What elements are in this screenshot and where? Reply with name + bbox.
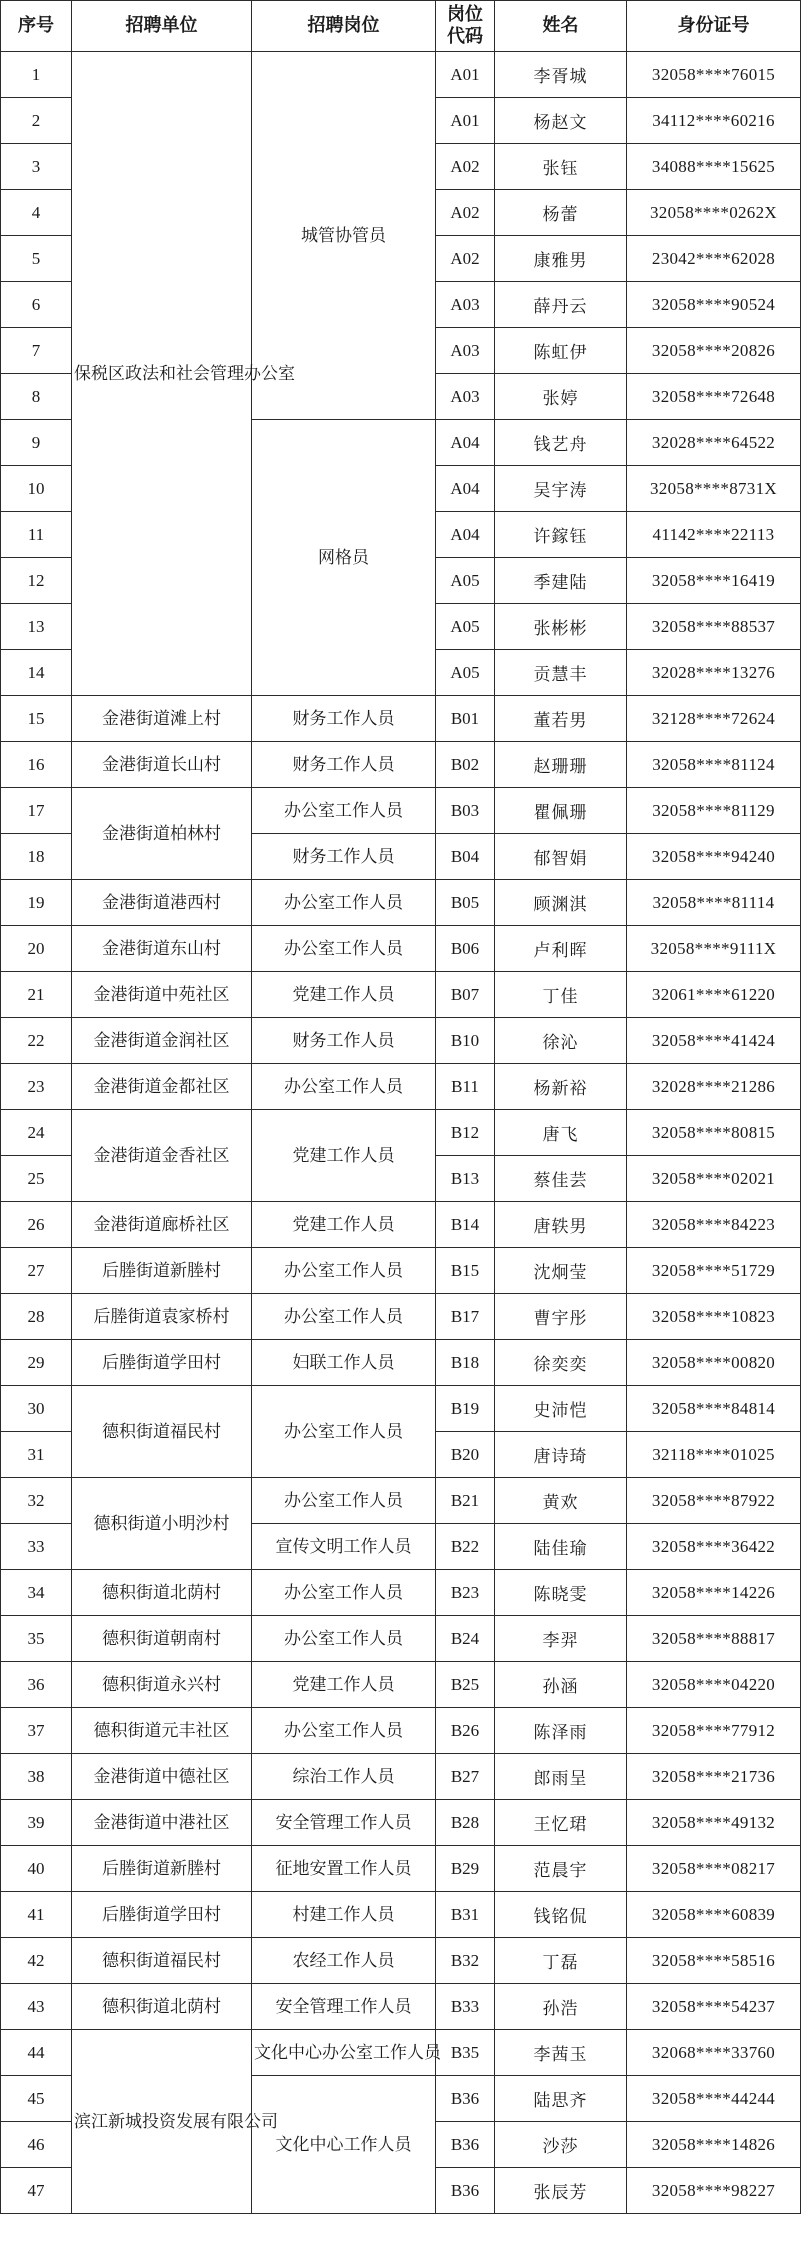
row-code: B31 [436, 1892, 495, 1938]
row-name: 徐奕奕 [495, 1340, 627, 1386]
row-name: 薛丹云 [495, 282, 627, 328]
row-name: 吴宇涛 [495, 466, 627, 512]
row-seq: 14 [1, 650, 72, 696]
row-id: 32058****10823 [627, 1294, 801, 1340]
row-code: A02 [436, 236, 495, 282]
row-seq: 22 [1, 1018, 72, 1064]
row-code: B12 [436, 1110, 495, 1156]
row-name: 蔡佳芸 [495, 1156, 627, 1202]
row-seq: 41 [1, 1892, 72, 1938]
row-position: 财务工作人员 [252, 834, 436, 880]
row-id: 32058****84223 [627, 1202, 801, 1248]
row-unit: 金港街道滩上村 [72, 696, 252, 742]
row-name: 沙莎 [495, 2122, 627, 2168]
row-seq: 33 [1, 1524, 72, 1570]
row-seq: 44 [1, 2030, 72, 2076]
table-row [1, 52, 801, 98]
row-unit: 金港街道东山村 [72, 926, 252, 972]
row-position: 办公室工作人员 [252, 788, 436, 834]
row-id: 32058****20826 [627, 328, 801, 374]
row-position: 宣传文明工作人员 [252, 1524, 436, 1570]
row-unit: 后塍街道学田村 [72, 1892, 252, 1938]
row-position: 城管协管员 [252, 52, 436, 420]
row-seq: 40 [1, 1846, 72, 1892]
row-id: 32028****64522 [627, 420, 801, 466]
row-code: B28 [436, 1800, 495, 1846]
row-name: 郎雨呈 [495, 1754, 627, 1800]
row-seq: 35 [1, 1616, 72, 1662]
row-code: B10 [436, 1018, 495, 1064]
row-name: 杨赵文 [495, 98, 627, 144]
row-position: 网格员 [252, 420, 436, 696]
row-code: B05 [436, 880, 495, 926]
row-id: 32058****98227 [627, 2168, 801, 2214]
row-id: 32058****36422 [627, 1524, 801, 1570]
row-unit: 金港街道中港社区 [72, 1800, 252, 1846]
row-code: B25 [436, 1662, 495, 1708]
table-row [1, 972, 801, 1018]
row-position: 妇联工作人员 [252, 1340, 436, 1386]
row-position: 财务工作人员 [252, 1018, 436, 1064]
row-name: 唐轶男 [495, 1202, 627, 1248]
row-code: A05 [436, 604, 495, 650]
row-unit: 后塍街道新塍村 [72, 1248, 252, 1294]
row-code: B36 [436, 2168, 495, 2214]
row-code: B11 [436, 1064, 495, 1110]
table-row [1, 788, 801, 834]
row-code: B21 [436, 1478, 495, 1524]
row-seq: 5 [1, 236, 72, 282]
row-id: 32058****88817 [627, 1616, 801, 1662]
row-id: 32058****80815 [627, 1110, 801, 1156]
header-position: 招聘岗位 [252, 1, 436, 52]
row-code: B06 [436, 926, 495, 972]
row-seq: 18 [1, 834, 72, 880]
row-code: A05 [436, 558, 495, 604]
table-row [1, 1018, 801, 1064]
row-code: B07 [436, 972, 495, 1018]
row-code: B23 [436, 1570, 495, 1616]
row-code: B27 [436, 1754, 495, 1800]
row-name: 王忆珺 [495, 1800, 627, 1846]
row-id: 41142****22113 [627, 512, 801, 558]
row-name: 张钰 [495, 144, 627, 190]
table-row [1, 1248, 801, 1294]
row-code: A04 [436, 420, 495, 466]
table-row [1, 2030, 801, 2076]
table-row [1, 1984, 801, 2030]
row-name: 季建陆 [495, 558, 627, 604]
row-unit: 德积街道永兴村 [72, 1662, 252, 1708]
row-seq: 24 [1, 1110, 72, 1156]
row-id: 32058****49132 [627, 1800, 801, 1846]
row-name: 钱艺舟 [495, 420, 627, 466]
row-code: A01 [436, 52, 495, 98]
row-code: A02 [436, 144, 495, 190]
header-row [1, 1, 801, 52]
row-id: 32128****72624 [627, 696, 801, 742]
row-seq: 29 [1, 1340, 72, 1386]
row-position: 办公室工作人员 [252, 1248, 436, 1294]
row-position: 党建工作人员 [252, 972, 436, 1018]
row-unit: 德积街道小明沙村 [72, 1478, 252, 1570]
table-row [1, 1892, 801, 1938]
row-code: B02 [436, 742, 495, 788]
row-id: 32058****76015 [627, 52, 801, 98]
row-seq: 19 [1, 880, 72, 926]
table-row [1, 742, 801, 788]
header-name: 姓名 [495, 1, 627, 52]
row-code: B04 [436, 834, 495, 880]
row-unit: 金港街道港西村 [72, 880, 252, 926]
row-name: 张彬彬 [495, 604, 627, 650]
row-position: 财务工作人员 [252, 742, 436, 788]
row-name: 顾渊淇 [495, 880, 627, 926]
row-id: 32058****8731X [627, 466, 801, 512]
row-id: 32058****81129 [627, 788, 801, 834]
table-row [1, 1754, 801, 1800]
row-name: 李羿 [495, 1616, 627, 1662]
row-id: 32058****44244 [627, 2076, 801, 2122]
row-id: 32058****60839 [627, 1892, 801, 1938]
row-name: 郁智娟 [495, 834, 627, 880]
row-id: 32028****21286 [627, 1064, 801, 1110]
row-unit: 德积街道北荫村 [72, 1984, 252, 2030]
row-code: B29 [436, 1846, 495, 1892]
row-code: A03 [436, 282, 495, 328]
row-position: 党建工作人员 [252, 1662, 436, 1708]
table-row [1, 926, 801, 972]
row-position: 办公室工作人员 [252, 1570, 436, 1616]
row-id: 32061****61220 [627, 972, 801, 1018]
row-seq: 37 [1, 1708, 72, 1754]
row-id: 32058****90524 [627, 282, 801, 328]
row-id: 23042****62028 [627, 236, 801, 282]
row-id: 32058****77912 [627, 1708, 801, 1754]
row-position: 文化中心工作人员 [252, 2076, 436, 2214]
header-code [436, 1, 495, 52]
row-seq: 42 [1, 1938, 72, 1984]
row-id: 32058****87922 [627, 1478, 801, 1524]
row-name: 徐沁 [495, 1018, 627, 1064]
row-id: 32058****81114 [627, 880, 801, 926]
row-position: 财务工作人员 [252, 696, 436, 742]
row-position: 综治工作人员 [252, 1754, 436, 1800]
row-name: 李胥城 [495, 52, 627, 98]
row-code: A05 [436, 650, 495, 696]
row-position: 党建工作人员 [252, 1110, 436, 1202]
row-seq: 4 [1, 190, 72, 236]
table-row [1, 1800, 801, 1846]
row-name: 丁磊 [495, 1938, 627, 1984]
row-code: A01 [436, 98, 495, 144]
row-code: B15 [436, 1248, 495, 1294]
table-row [1, 1616, 801, 1662]
row-code: B20 [436, 1432, 495, 1478]
row-id: 32058****0262X [627, 190, 801, 236]
row-name: 张辰芳 [495, 2168, 627, 2214]
row-code: B36 [436, 2076, 495, 2122]
row-unit: 德积街道朝南村 [72, 1616, 252, 1662]
row-seq: 39 [1, 1800, 72, 1846]
row-position: 征地安置工作人员 [252, 1846, 436, 1892]
row-code: B18 [436, 1340, 495, 1386]
table-row [1, 1110, 801, 1156]
table-row [1, 1708, 801, 1754]
row-name: 黄欢 [495, 1478, 627, 1524]
row-position: 党建工作人员 [252, 1202, 436, 1248]
row-id: 32058****58516 [627, 1938, 801, 1984]
row-code: B24 [436, 1616, 495, 1662]
row-name: 唐飞 [495, 1110, 627, 1156]
row-seq: 45 [1, 2076, 72, 2122]
row-id: 32058****02021 [627, 1156, 801, 1202]
row-seq: 1 [1, 52, 72, 98]
row-unit: 金港街道中苑社区 [72, 972, 252, 1018]
row-seq: 30 [1, 1386, 72, 1432]
row-id: 32058****51729 [627, 1248, 801, 1294]
row-seq: 23 [1, 1064, 72, 1110]
table-row [1, 1570, 801, 1616]
row-seq: 12 [1, 558, 72, 604]
row-unit: 金港街道廊桥社区 [72, 1202, 252, 1248]
table-row [1, 696, 801, 742]
row-unit: 金港街道金润社区 [72, 1018, 252, 1064]
row-id: 32058****84814 [627, 1386, 801, 1432]
table-row [1, 1064, 801, 1110]
row-unit: 德积街道元丰社区 [72, 1708, 252, 1754]
table-row [1, 1386, 801, 1432]
row-id: 32028****13276 [627, 650, 801, 696]
row-position: 办公室工作人员 [252, 926, 436, 972]
row-unit: 德积街道北荫村 [72, 1570, 252, 1616]
row-unit: 德积街道福民村 [72, 1386, 252, 1478]
row-position: 安全管理工作人员 [252, 1800, 436, 1846]
row-name: 陈晓雯 [495, 1570, 627, 1616]
row-position: 办公室工作人员 [252, 1708, 436, 1754]
row-unit: 后塍街道新塍村 [72, 1846, 252, 1892]
table-row [1, 1662, 801, 1708]
table-body [1, 52, 801, 2214]
row-name: 沈炯莹 [495, 1248, 627, 1294]
row-position: 办公室工作人员 [252, 1064, 436, 1110]
row-seq: 17 [1, 788, 72, 834]
header-unit: 招聘单位 [72, 1, 252, 52]
row-name: 贡慧丰 [495, 650, 627, 696]
row-seq: 21 [1, 972, 72, 1018]
row-id: 32068****33760 [627, 2030, 801, 2076]
row-name: 陆思齐 [495, 2076, 627, 2122]
row-seq: 15 [1, 696, 72, 742]
row-seq: 8 [1, 374, 72, 420]
row-unit: 金港街道长山村 [72, 742, 252, 788]
row-seq: 2 [1, 98, 72, 144]
row-name: 孙涵 [495, 1662, 627, 1708]
row-name: 史沛恺 [495, 1386, 627, 1432]
row-position: 文化中心办公室工作人员 [252, 2030, 436, 2076]
header-id: 身份证号 [627, 1, 801, 52]
row-seq: 43 [1, 1984, 72, 2030]
row-seq: 36 [1, 1662, 72, 1708]
row-seq: 20 [1, 926, 72, 972]
row-id: 32058****08217 [627, 1846, 801, 1892]
row-unit: 保税区政法和社会管理办公室 [72, 52, 252, 696]
row-code: B36 [436, 2122, 495, 2168]
row-position: 农经工作人员 [252, 1938, 436, 1984]
header-code-line2: 代码 [447, 26, 483, 47]
row-seq: 28 [1, 1294, 72, 1340]
row-id: 32058****21736 [627, 1754, 801, 1800]
row-seq: 25 [1, 1156, 72, 1202]
row-seq: 38 [1, 1754, 72, 1800]
row-position: 办公室工作人员 [252, 1616, 436, 1662]
row-name: 董若男 [495, 696, 627, 742]
row-code: B33 [436, 1984, 495, 2030]
row-unit: 金港街道柏林村 [72, 788, 252, 880]
row-code: B03 [436, 788, 495, 834]
row-id: 32058****16419 [627, 558, 801, 604]
row-position: 办公室工作人员 [252, 880, 436, 926]
row-code: B32 [436, 1938, 495, 1984]
row-id: 32058****72648 [627, 374, 801, 420]
row-id: 32058****04220 [627, 1662, 801, 1708]
row-unit: 滨江新城投资发展有限公司 [72, 2030, 252, 2214]
row-id: 32058****14826 [627, 2122, 801, 2168]
row-id: 34088****15625 [627, 144, 801, 190]
row-id: 32058****00820 [627, 1340, 801, 1386]
row-id: 32058****94240 [627, 834, 801, 880]
row-code: B13 [436, 1156, 495, 1202]
table-row [1, 1294, 801, 1340]
row-seq: 11 [1, 512, 72, 558]
row-id: 32058****9111X [627, 926, 801, 972]
row-unit: 后塍街道学田村 [72, 1340, 252, 1386]
table-header [1, 1, 801, 52]
row-name: 陆佳瑜 [495, 1524, 627, 1570]
row-id: 32118****01025 [627, 1432, 801, 1478]
row-position: 办公室工作人员 [252, 1478, 436, 1524]
row-code: B22 [436, 1524, 495, 1570]
row-code: A04 [436, 466, 495, 512]
row-name: 陈泽雨 [495, 1708, 627, 1754]
row-seq: 3 [1, 144, 72, 190]
header-code-line1: 岗位 [447, 4, 483, 25]
row-seq: 47 [1, 2168, 72, 2214]
row-id: 32058****54237 [627, 1984, 801, 2030]
table-row [1, 1340, 801, 1386]
row-code: B19 [436, 1386, 495, 1432]
row-id: 32058****41424 [627, 1018, 801, 1064]
row-name: 范晨宇 [495, 1846, 627, 1892]
row-name: 张婷 [495, 374, 627, 420]
row-unit: 金港街道金香社区 [72, 1110, 252, 1202]
row-position: 办公室工作人员 [252, 1294, 436, 1340]
row-code: A04 [436, 512, 495, 558]
row-name: 赵珊珊 [495, 742, 627, 788]
row-code: B14 [436, 1202, 495, 1248]
row-seq: 46 [1, 2122, 72, 2168]
row-name: 陈虹伊 [495, 328, 627, 374]
row-name: 唐诗琦 [495, 1432, 627, 1478]
row-name: 钱铭侃 [495, 1892, 627, 1938]
row-seq: 13 [1, 604, 72, 650]
row-seq: 26 [1, 1202, 72, 1248]
row-name: 孙浩 [495, 1984, 627, 2030]
row-unit: 金港街道中德社区 [72, 1754, 252, 1800]
table-row [1, 1938, 801, 1984]
row-id: 32058****14226 [627, 1570, 801, 1616]
row-name: 瞿佩珊 [495, 788, 627, 834]
row-code: A02 [436, 190, 495, 236]
row-seq: 16 [1, 742, 72, 788]
row-id: 32058****88537 [627, 604, 801, 650]
table-row [1, 1846, 801, 1892]
row-id: 32058****81124 [627, 742, 801, 788]
row-unit: 德积街道福民村 [72, 1938, 252, 1984]
table-row [1, 1478, 801, 1524]
header-seq: 序号 [1, 1, 72, 52]
row-name: 许鎵钰 [495, 512, 627, 558]
row-seq: 34 [1, 1570, 72, 1616]
row-seq: 10 [1, 466, 72, 512]
row-name: 丁佳 [495, 972, 627, 1018]
row-name: 李茜玉 [495, 2030, 627, 2076]
row-name: 杨新裕 [495, 1064, 627, 1110]
row-position: 安全管理工作人员 [252, 1984, 436, 2030]
row-code: A03 [436, 328, 495, 374]
row-seq: 27 [1, 1248, 72, 1294]
row-name: 卢利晖 [495, 926, 627, 972]
row-position: 村建工作人员 [252, 1892, 436, 1938]
row-unit: 金港街道金都社区 [72, 1064, 252, 1110]
row-code: B35 [436, 2030, 495, 2076]
row-name: 曹宇彤 [495, 1294, 627, 1340]
row-code: B01 [436, 696, 495, 742]
row-name: 杨蕾 [495, 190, 627, 236]
row-name: 康雅男 [495, 236, 627, 282]
row-position: 办公室工作人员 [252, 1386, 436, 1478]
row-code: A03 [436, 374, 495, 420]
row-code: B17 [436, 1294, 495, 1340]
table-row [1, 880, 801, 926]
row-seq: 31 [1, 1432, 72, 1478]
row-unit: 后塍街道袁家桥村 [72, 1294, 252, 1340]
table-row [1, 1202, 801, 1248]
row-seq: 7 [1, 328, 72, 374]
row-seq: 32 [1, 1478, 72, 1524]
row-id: 34112****60216 [627, 98, 801, 144]
row-seq: 6 [1, 282, 72, 328]
row-code: B26 [436, 1708, 495, 1754]
row-seq: 9 [1, 420, 72, 466]
